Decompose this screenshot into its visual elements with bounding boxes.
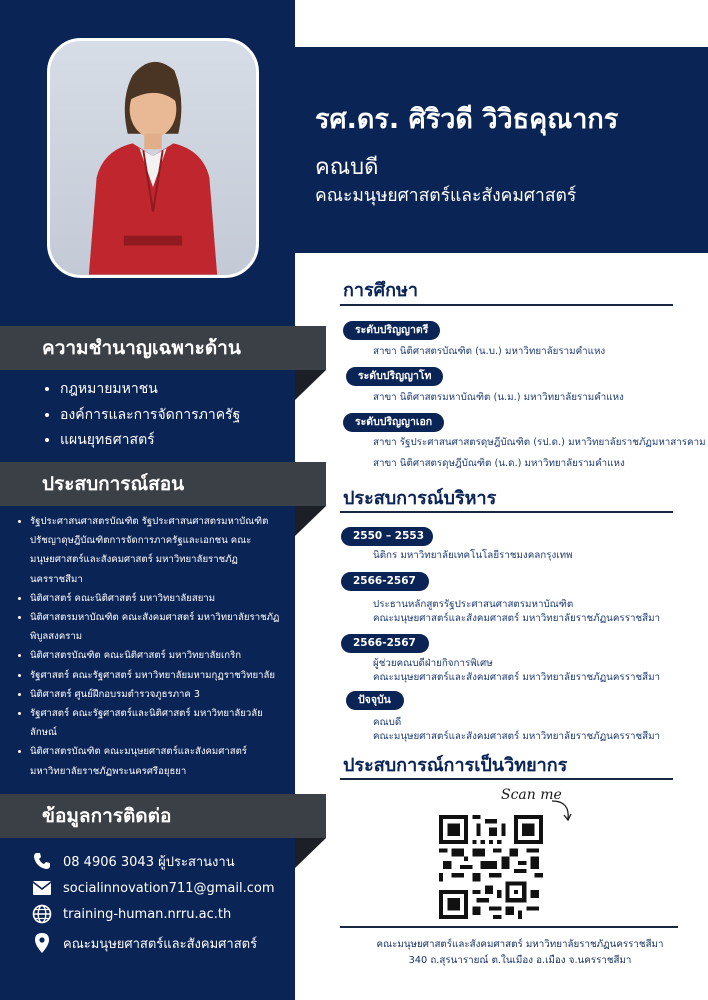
divider <box>340 511 673 513</box>
email-icon <box>30 876 54 900</box>
divider <box>340 304 673 306</box>
admin-title: ประสบการณ์บริหาร <box>343 488 497 509</box>
profile-position: คณบดี <box>315 155 379 180</box>
location-pin-icon <box>30 931 54 955</box>
bachelor-label: ระดับปริญญาตรี <box>343 321 440 340</box>
admin-text-3b: คณะมนุษยศาสตร์และสังคมศาสตร์ มหาวิทยาลัยราชภัฏนครราชสีมา <box>373 672 661 683</box>
expertise-title: ความชำนาญเฉพาะด้าน <box>42 337 241 359</box>
profile-name: รศ.ดร. ศิริวดี วิวิธคุณากร <box>315 104 619 135</box>
globe-icon <box>30 902 54 926</box>
doctor-text-1: สาขา รัฐประศาสนศาสตรดุษฎีบัณฑิต (รป.ด.) มหาวิทยาลัยราชภัฏมหาสารคาม <box>373 437 706 448</box>
teaching-line: นครราชสีมา <box>30 573 83 585</box>
contact-title: ข้อมูลการติดต่อ <box>42 805 172 827</box>
teaching-item <box>30 742 302 780</box>
doctor-label: ระดับปริญญาเอก <box>343 413 444 432</box>
email-text: socialinnovation711@gmail.com <box>63 880 275 896</box>
contact-location[interactable] <box>30 930 295 956</box>
divider <box>340 926 678 928</box>
contact-website[interactable] <box>30 901 295 927</box>
teaching-list <box>16 512 302 781</box>
admin-text-2b: คณะมนุษยศาสตร์และสังคมศาสตร์ มหาวิทยาลัยราชภัฏนครราชสีมา <box>373 613 661 624</box>
phone-text: 08 4906 3043 ผู้ประสานงาน <box>63 854 235 870</box>
education-title: การศึกษา <box>343 280 418 301</box>
teaching-item <box>30 685 302 704</box>
teaching-title: ประสบการณ์สอน <box>42 473 185 495</box>
teaching-line: • นิติศาสตร์ ศูนย์ฝึกอบรมตำรวจภูธรภาค 3 <box>30 688 200 700</box>
master-label: ระดับปริญญาโท <box>346 367 443 386</box>
contact-email[interactable] <box>30 875 295 901</box>
teaching-line: • รัฐประศาสนศาสตรบัณฑิต รัฐประศาสนศาสตรมหาบัณฑิต <box>30 516 269 527</box>
banner-fold <box>295 838 326 868</box>
admin-period-1: 2550 – 2553 <box>341 527 433 546</box>
teaching-line: • นิติศาสตรบัณฑิต คณะนิติศาสตร์ มหาวิทยาลัยเกริก <box>30 650 242 662</box>
teaching-item <box>30 608 302 646</box>
teaching-item <box>30 589 302 608</box>
expertise-list <box>40 377 240 454</box>
expertise-item: • แผนยุทธศาสตร์ <box>60 428 240 454</box>
expertise-item: • องค์การและการจัดการภาครัฐ <box>60 403 240 429</box>
admin-period-3: 2566-2567 <box>341 634 429 653</box>
curved-arrow-icon <box>548 797 576 825</box>
admin-text-4a: คณบดี <box>373 717 402 728</box>
teaching-item <box>30 704 302 742</box>
phone-icon <box>30 849 54 873</box>
contact-banner <box>0 794 326 838</box>
master-text: สาขา นิติศาสตรมหาบัณฑิต (น.ม.) มหาวิทยาลัยรามคำแหง <box>373 392 624 403</box>
admin-text-1: นิติกร มหาวิทยาลัยเทคโนโลยีราชมงคลกรุงเทพ <box>373 550 573 561</box>
footer-address <box>340 937 700 969</box>
footer-line-1: คณะมนุษยศาสตร์และสังคมศาสตร์ มหาวิทยาลัยราชภัฏนครราชสีมา <box>376 939 664 950</box>
teaching-item <box>30 646 302 665</box>
teaching-banner <box>0 462 326 506</box>
teaching-line: • นิติศาสตรบัณฑิต คณะมนุษยศาสตร์และสังคมศาสตร์ <box>30 746 247 758</box>
banner-fold <box>295 370 326 400</box>
footer-line-2: 340 ถ.สุรนารายณ์ ต.ในเมือง อ.เมือง จ.นครราชสีมา <box>408 955 632 966</box>
speaker-title: ประสบการณ์การเป็นวิทยากร <box>343 755 568 776</box>
profile-header <box>295 47 708 253</box>
teaching-line: ปรัชญาดุษฎีบัณฑิตการจัดการภาครัฐและเอกชน คณะ <box>30 535 252 547</box>
admin-text-4b: คณะมนุษยศาสตร์และสังคมศาสตร์ มหาวิทยาลัยราชภัฏนครราชสีมา <box>373 731 661 742</box>
admin-text-2a: ประธานหลักสูตรรัฐประศาสนศาสตรมหาบัณฑิต <box>373 599 574 610</box>
divider <box>340 778 673 780</box>
teaching-line: • รัฐศาสตร์ คณะรัฐศาสตร์ มหาวิทยาลัยมหามกุฏราชวิทยาลัย <box>30 669 276 681</box>
teaching-line: ลักษณ์ <box>30 727 57 739</box>
expertise-banner <box>0 326 326 370</box>
teaching-line: มนุษยศาสตร์และสังคมศาสตร์ มหาวิทยาลัยราชภัฏ <box>30 554 238 566</box>
scan-me-label: Scan me <box>501 787 562 803</box>
teaching-item <box>30 512 302 589</box>
admin-period-2: 2566-2567 <box>341 572 429 591</box>
portrait-image <box>50 41 256 275</box>
qr-code[interactable] <box>439 815 543 919</box>
teaching-line: • นิติศาสตรมหาบัณฑิต คณะสังคมศาสตร์ มหาวิทยาลัยราชภัฏ <box>30 612 280 624</box>
teaching-line: มหาวิทยาลัยราชภัฏพระนครศรีอยุธยา <box>30 765 187 777</box>
teaching-line: • นิติศาสตร์ คณะนิติศาสตร์ มหาวิทยาลัยสยาม <box>30 592 216 604</box>
admin-text-3a: ผู้ช่วยคณบดีฝ่ายกิจการพิเศษ <box>373 658 493 669</box>
contact-phone[interactable] <box>30 848 295 874</box>
website-text: training-human.nrru.ac.th <box>63 906 232 922</box>
doctor-text-2: สาขา นิติศาสตรดุษฎีบัณฑิต (น.ด.) มหาวิทยาลัยรามคำแหง <box>373 458 625 469</box>
admin-period-4: ปัจจุบัน <box>346 691 404 710</box>
location-text: คณะมนุษยศาสตร์และสังคมศาสตร์ <box>63 936 258 952</box>
expertise-item: • กฎหมายมหาชน <box>60 377 240 403</box>
teaching-line: พิบูลสงคราม <box>30 631 83 643</box>
teaching-item <box>30 666 302 685</box>
teaching-line: • รัฐศาสตร์ คณะรัฐศาสตร์และนิติศาสตร์ มหาวิทยาลัยวลัย <box>30 708 263 720</box>
profile-faculty: คณะมนุษยศาสตร์และสังคมศาสตร์ <box>315 186 577 206</box>
bachelor-text: สาขา นิติศาสตรบัณฑิต (น.บ.) มหาวิทยาลัยรามคำแหง <box>373 346 606 357</box>
profile-photo <box>47 38 259 278</box>
